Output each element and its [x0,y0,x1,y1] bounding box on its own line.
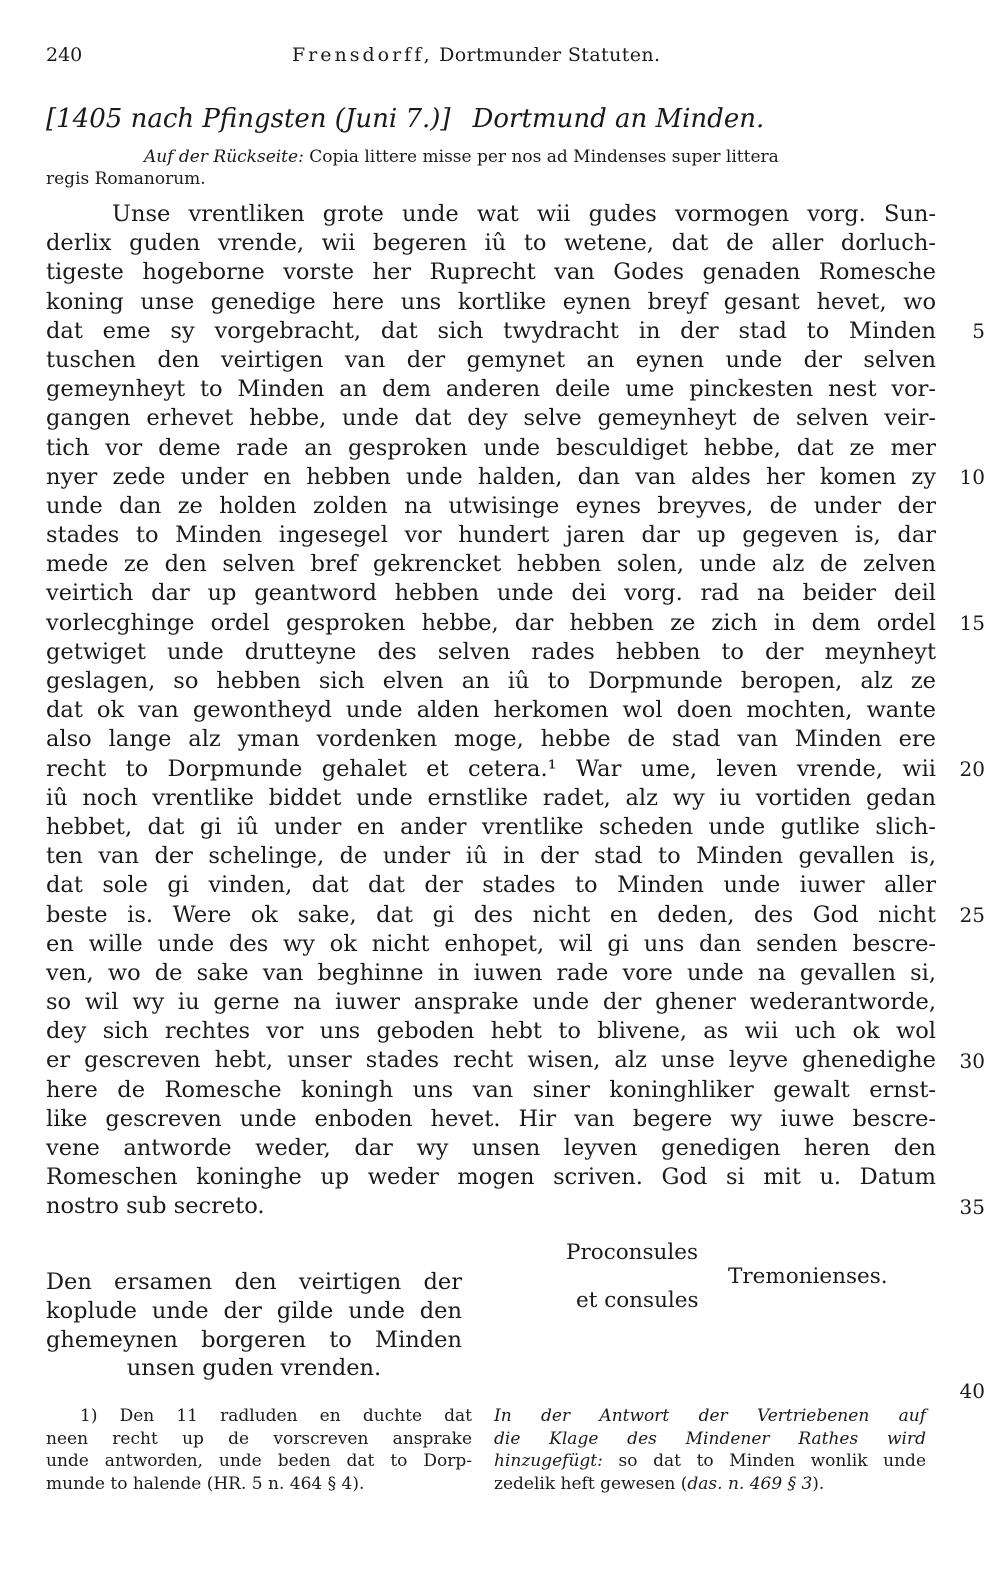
line-number: 25 [959,902,985,927]
address-block [46,1268,462,1383]
body-line: iû noch vrentlike biddet unde ernstlike radet, alz wy iu vortiden gedan [46,784,936,811]
footnote-citation: das. n. 469 § 3 [687,1473,813,1494]
body-line: geslagen, so hebben sich elven an iû to Dorpmunde beropen, alz ze [46,668,936,694]
heading-sender-receiver: Dortmund an Minden. [472,104,765,134]
signature-tremonienses: Tremonienses. [728,1264,888,1289]
body-line: tich vor deme rade an gesproken unde besculdiget hebbe, dat ze mer [46,434,936,461]
footnote-text: ). [812,1473,825,1494]
running-work-title: Dortmunder Statuten. [439,44,661,66]
line-number: 15 [959,610,985,635]
footnote-line: unde antworden, unde beden dat to Dorp- [46,1451,472,1471]
body-line: like gescreven unde enboden hevet. Hir van begere wy iuwe bescre- [46,1105,936,1132]
body-line: derlix guden vrende, wii begeren iû to wetene, dat de aller dorluch- [46,230,936,257]
body-line: here de Romesche koningh uns van siner koninghliker gewalt ernst- [46,1076,936,1103]
heading-date: [1405 nach Pfingsten (Juni 7.)] [46,104,451,134]
body-line: recht to Dorpmunde gehalet et cetera.¹ War ume, leven vrende, wii [46,755,936,782]
running-author: Frensdorff, [292,44,433,66]
signature-proconsules: Proconsules [566,1240,699,1265]
line-number: 35 [959,1194,985,1219]
body-line: ven, wo de sake van beghinne in iuwen rade vore unde na gevallen si, [46,959,936,986]
body-line: en wille unde des wy ok nicht enhopet, wil gi uns dan senden bescre- [46,930,936,957]
body-line: vene antworde weder, dar wy unsen leyven genedigen heren den [46,1135,936,1161]
footnote-text: so dat to Minden wonlik unde [618,1451,927,1471]
footnote-right [494,1405,926,1495]
body-line: ten van der schelinge, de under iû in der stad to Minden gevallen is, [46,843,936,870]
address-line: ghemeynen borgeren to Minden [46,1326,462,1353]
footnote-italic: die Klage des Mindener Rathes wird [494,1428,926,1449]
address-line: Den ersamen den veirtigen der [46,1269,462,1295]
address-line: koplude unde der gilde unde den [46,1297,462,1324]
footnote-line: 1) Den 11 radluden en duchte dat [80,1406,472,1426]
body-line: so wil wy iu gerne na iuwer ansprake unde der ghener wederantworde, [46,989,936,1016]
body-line: vorlecghinge ordel gesproken hebbe, dar hebben ze zich in dem ordel [46,609,936,636]
body-line: Romeschen koninghe up weder mogen scriven. God si mit u. Datum [46,1164,936,1191]
body-line: Unse vrentliken grote unde wat wii gudes vormogen vorg. Sun- [112,201,936,227]
footnote-left [46,1405,472,1495]
body-line: nyer zede under en hebben unde halden, dan van aldes her komen zy [46,463,936,490]
page-number: 240 [46,44,83,66]
body-line: dat eme sy vorgebracht, dat sich twydracht in der stad to Minden [46,317,936,344]
address-line: unsen guden vrenden. [126,1355,382,1382]
body-line: er gescreven hebt, unser stades recht wisen, alz unse leyve ghenedighe [46,1047,936,1074]
footnote-italic: In der Antwort der Vertriebenen auf [494,1406,926,1426]
footnote-italic: hinzugefügt: [494,1451,603,1471]
footnote-line: neen recht up de vorscreven ansprake [46,1428,472,1449]
body-line: dey sich rechtes vor uns geboden hebt to blivene, as wii uch ok wol [46,1018,936,1045]
signature-consules: et consules [576,1288,699,1313]
body-line: gangen erhevet hebbe, unde dat dey selve gemeynheyt de selven veir- [46,405,936,432]
line-number: 20 [959,756,985,781]
line-number: 5 [972,318,985,343]
body-line: dat sole gi vinden, dat dat der stades to Minden unde iuwer aller [46,872,936,899]
verso-text-2: regis Romanorum. [46,169,206,189]
body-line: stades to Minden ingesegel vor hundert jaren dar up gegeven is, dar [46,522,936,549]
letter-body [46,200,936,1222]
body-line: mede ze den selven bref gekrencket hebben solen, unde alz de zelven [46,551,936,578]
body-line: tigeste hogeborne vorste her Ruprecht van Godes genaden Romesche [46,259,936,286]
body-line: beste is. Were ok sake, dat gi des nicht en deden, des God nicht [46,901,936,928]
body-line: also lange alz yman vordenken moge, hebbe de stad van Minden ere [46,726,936,753]
body-line: dat ok van gewontheyd unde alden herkomen wol doen mochten, wante [46,697,936,724]
running-title [292,44,660,66]
verso-text-1: Copia littere misse per nos ad Mindenses super littera [309,147,779,167]
body-line: koning unse genedige here uns kortlike eynen breyf gesant hevet, wo [46,288,936,315]
line-number: 30 [959,1048,985,1073]
body-line: veirtich dar up geantword hebben unde dei vorg. rad na beider deil [46,580,936,607]
verso-label: Auf der Rückseite: [144,147,304,167]
body-line: getwiget unde drutteyne des selven rades hebben to der meynheyt [46,638,936,665]
line-number: 40 [959,1378,985,1403]
body-line: nostro sub secreto. [46,1193,265,1220]
document-heading [46,104,764,134]
line-number: 10 [959,464,985,489]
verso-note [46,146,936,190]
footnote-line: munde to halende (HR. 5 n. 464 § 4). [46,1473,365,1494]
body-line: gemeynheyt to Minden an dem anderen deile ume pinckesten nest vor- [46,376,936,403]
body-line: hebbet, dat gi iû under en ander vrentlike scheden unde gutlike slich- [46,813,936,840]
body-line: unde dan ze holden zolden na utwisinge eynes breyves, de under der [46,492,936,519]
footnote-text: zedelik heft gewesen ( [494,1473,688,1494]
body-line: tuschen den veirtigen van der gemynet an eynen unde der selven [46,346,936,373]
